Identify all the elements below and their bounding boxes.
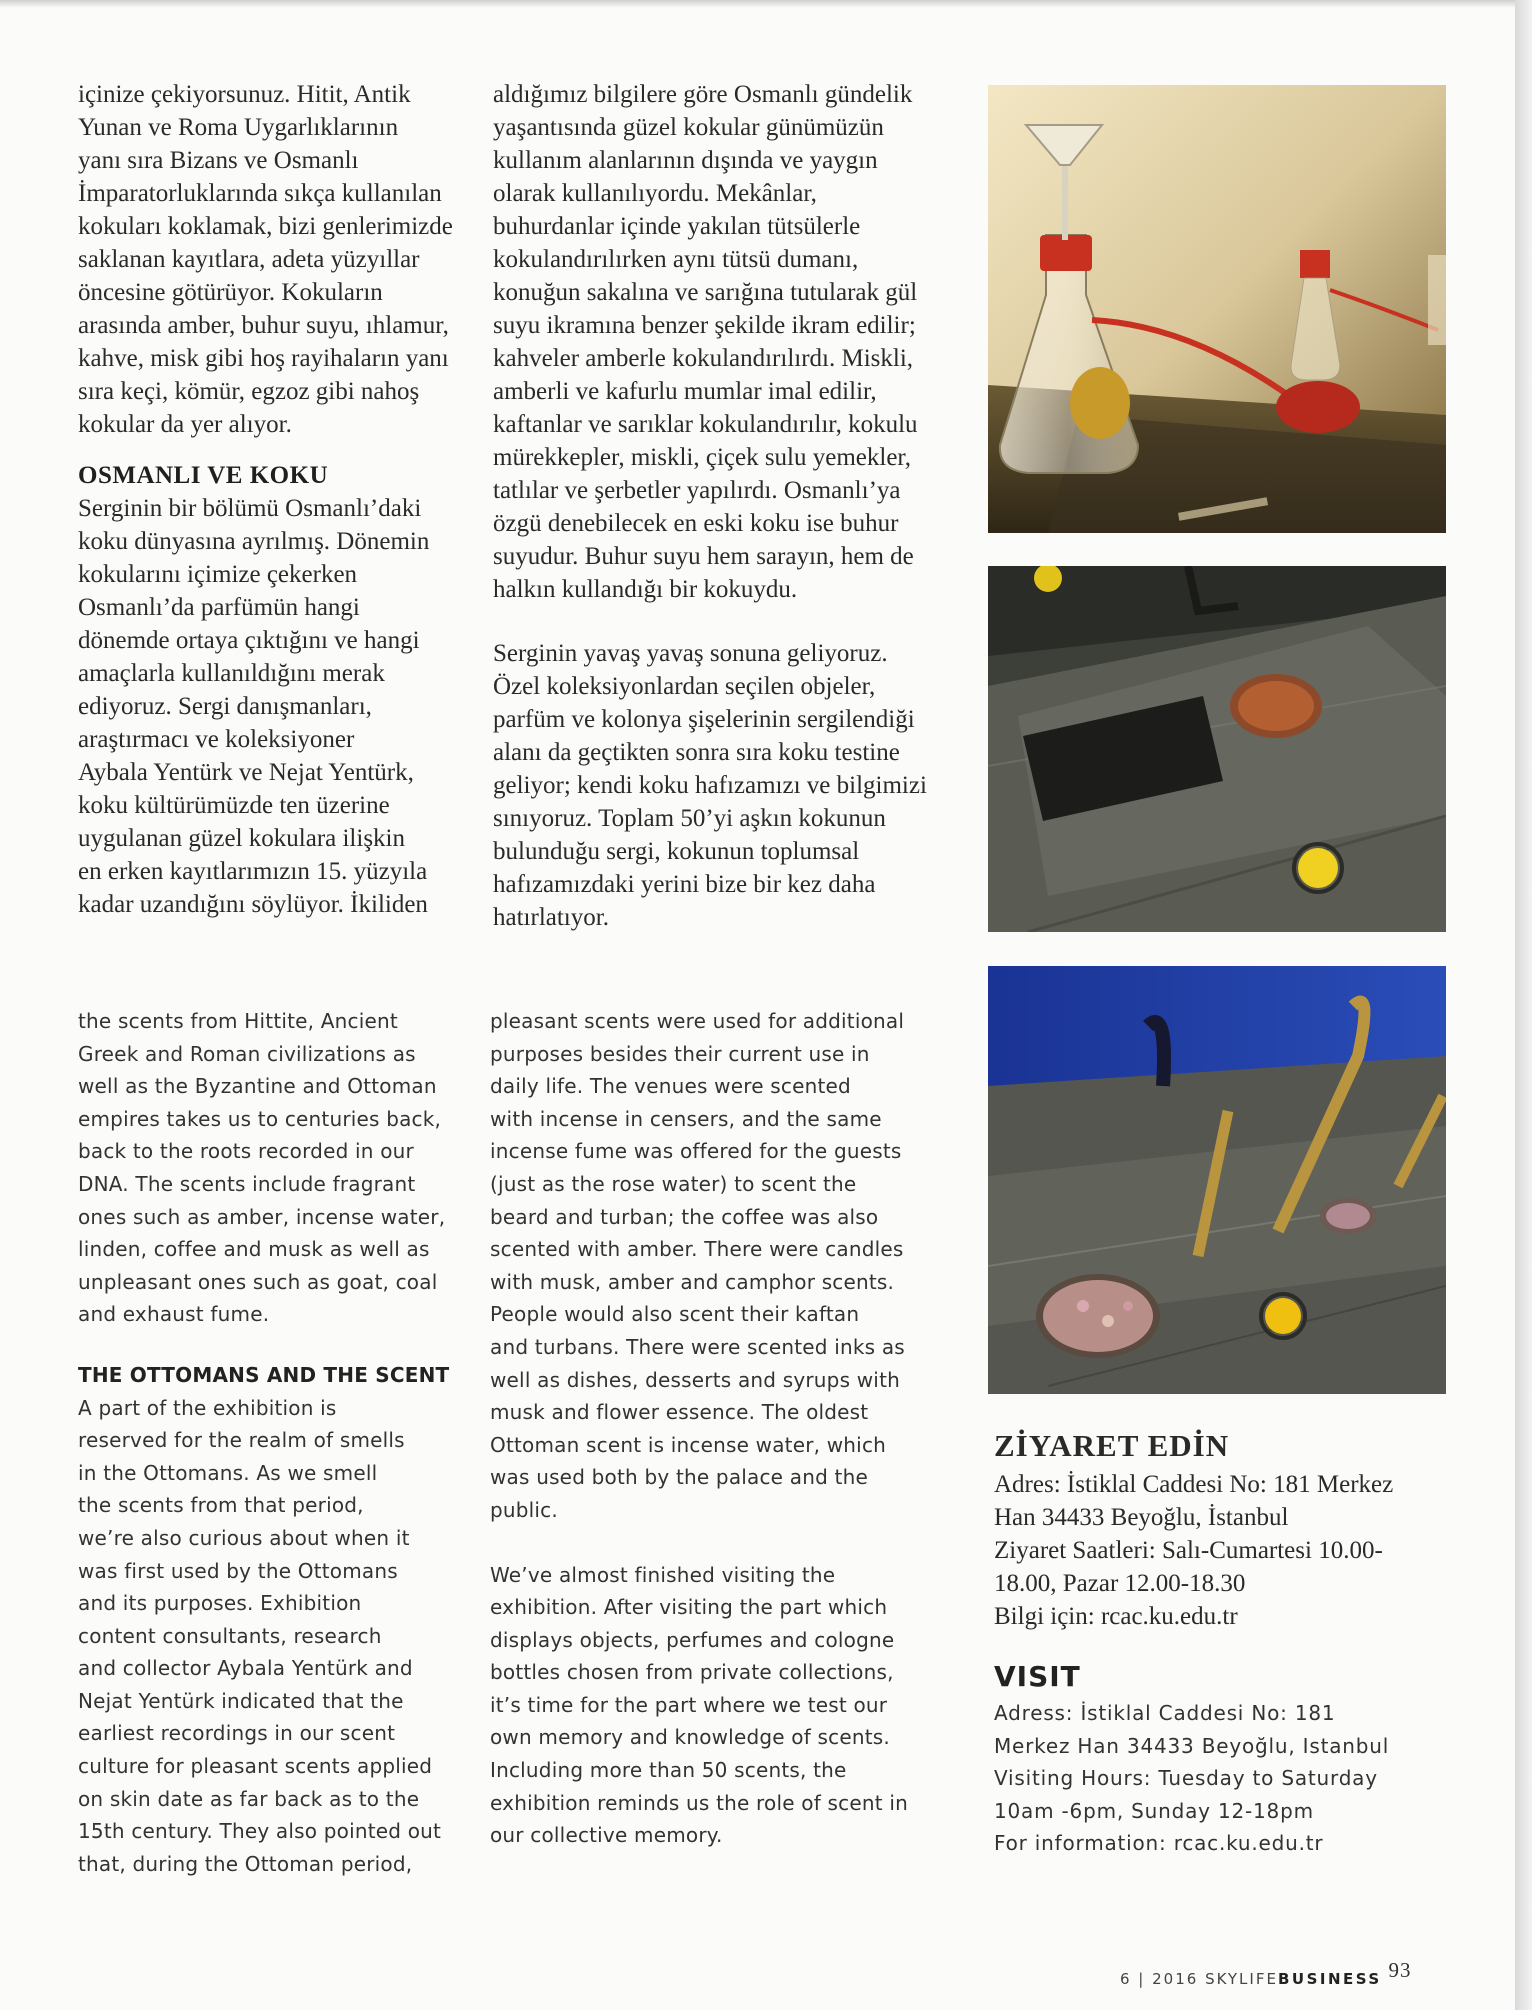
- text-line: bulunduğu sergi, kokunun toplumsal: [493, 838, 860, 865]
- text-line: We’ve almost finished visiting the: [490, 1562, 836, 1587]
- text-line: İmparatorluklarında sıkça kullanılan: [78, 180, 442, 207]
- text-line: exhibition reminds us the role of scent in: [490, 1790, 908, 1815]
- text-line: earliest recordings in our scent: [78, 1721, 396, 1746]
- text-line: Bilgi için: rcac.ku.edu.tr: [994, 1603, 1238, 1630]
- en-paragraph-2: [490, 1005, 960, 1527]
- text-line: pleasant scents were used for additional: [490, 1009, 905, 1033]
- text-line: geliyor; kendi koku hafızamızı ve bilgimizi: [493, 772, 927, 799]
- visit-en-details: [994, 1697, 1484, 1860]
- text-line: was first used by the Ottomans: [78, 1558, 398, 1583]
- en-section-paragraph: [78, 1392, 478, 1881]
- text-line: içinize çekiyorsunuz. Hitit, Antik: [78, 81, 411, 108]
- text-line: Visiting Hours: Tuesday to Saturday: [994, 1766, 1378, 1790]
- text-line: was used both by the palace and the: [490, 1465, 868, 1490]
- text-line: kokuları koklamak, bizi genlerimizde: [78, 213, 453, 240]
- text-line: kokular da yer alıyor.: [78, 411, 292, 438]
- text-line: arasında amber, buhur suyu, ıhlamur,: [78, 312, 449, 339]
- text-line: tatlılar ve şerbetler yapılırdı. Osmanlı’ya: [493, 477, 901, 504]
- text-line: Han 34433 Beyoğlu, İstanbul: [994, 1504, 1289, 1531]
- text-line: Yunan ve Roma Uygarlıklarının: [78, 114, 399, 141]
- text-line: halkın kullandığı bir kokuydu.: [493, 576, 798, 603]
- text-line: saklanan kayıtlara, adeta yüzyıllar: [78, 246, 420, 273]
- text-line: daily life. The venues were scented: [490, 1074, 851, 1099]
- text-line: scented with amber. There were candles: [490, 1237, 904, 1262]
- tr-paragraph-2: [493, 78, 963, 606]
- visit-box-tr: [994, 1428, 1484, 1633]
- text-line: unpleasant ones such as goat, coal: [78, 1269, 438, 1294]
- text-line: kahve, misk gibi hoş rayihaların yanı: [78, 345, 449, 372]
- text-line: kaftanlar ve sarıklar kokulandırılır, kokulu: [493, 411, 918, 438]
- text-line: Adres: İstiklal Caddesi No: 181 Merkez: [994, 1471, 1394, 1498]
- text-line: bottles chosen from private collections,: [490, 1660, 894, 1685]
- text-line: reserved for the realm of smells: [78, 1428, 405, 1453]
- tr-section-paragraph: [78, 492, 478, 921]
- text-line: kullanım alanlarının dışında ve yaygın: [493, 147, 878, 174]
- text-line: with incense in censers, and the same: [490, 1106, 882, 1131]
- page-top-edge: [0, 0, 1515, 8]
- text-line: DNA. The scents include fragrant: [78, 1171, 416, 1196]
- en-column-2: [490, 1005, 960, 1852]
- text-line: alanı da geçtikten sonra sıra koku testine: [493, 739, 900, 766]
- text-line: Merkez Han 34433 Beyoğlu, Istanbul: [994, 1733, 1390, 1758]
- text-line: linden, coffee and musk as well as: [78, 1237, 430, 1262]
- text-line: Özel koleksiyonlardan seçilen objeler,: [493, 673, 876, 700]
- text-line: olarak kullanılıyordu. Mekânlar,: [493, 180, 817, 207]
- text-line: back to the roots recorded in our: [78, 1139, 414, 1164]
- page-footer: [1120, 1958, 1411, 1988]
- text-line: 18.00, Pazar 12.00-18.30: [994, 1570, 1246, 1597]
- text-line: hafızamızdaki yerini bize bir kez daha: [493, 871, 876, 898]
- text-line: Osmanlı’da parfümün hangi: [78, 594, 360, 621]
- text-line: ediyoruz. Sergi danışmanları,: [78, 693, 372, 720]
- visit-tr-details: [994, 1468, 1484, 1633]
- visit-en-title: VISIT: [994, 1660, 1081, 1693]
- text-line: on skin date as far back as to the: [78, 1786, 420, 1811]
- text-line: public.: [490, 1497, 558, 1522]
- text-line: our collective memory.: [490, 1823, 723, 1848]
- text-line: 10am -6pm, Sunday 12-18pm: [994, 1798, 1314, 1823]
- brass-tubes-illustration: [988, 966, 1446, 1394]
- text-line: kahveler amberle kokulandırılırdı. Miskli,: [493, 345, 914, 372]
- text-line: incense fume was offered for the guests: [490, 1139, 902, 1164]
- text-line: aldığımız bilgilere göre Osmanlı gündelik: [493, 81, 913, 108]
- text-line: uygulanan güzel kokulara ilişkin: [78, 825, 406, 852]
- text-line: parfüm ve kolonya şişelerinin sergilendiği: [493, 706, 915, 733]
- flask-photo: [988, 85, 1446, 533]
- text-line: Ziyaret Saatleri: Salı-Cumartesi 10.00-: [994, 1537, 1383, 1564]
- text-line: sınıyoruz. Toplam 50’yi aşkın kokunun: [493, 805, 886, 832]
- text-line: ones such as amber, incense water,: [78, 1204, 446, 1229]
- text-line: exhibition. After visiting the part which: [490, 1595, 888, 1620]
- text-line: Including more than 50 scents, the: [490, 1758, 847, 1783]
- text-line: purposes besides their current use in: [490, 1041, 870, 1066]
- text-line: araştırmacı ve koleksiyoner: [78, 726, 355, 753]
- text-line: empires takes us to centuries back,: [78, 1106, 442, 1131]
- text-line: konuğun sakalına ve sarığına tutularak gül: [493, 279, 918, 306]
- text-line: (just as the rose water) to scent the: [490, 1171, 857, 1196]
- text-line: it’s time for the part where we test our: [490, 1692, 888, 1717]
- text-line: yaşantısında güzel kokular günümüzün: [493, 114, 884, 141]
- text-line: People would also scent their kaftan: [490, 1302, 860, 1327]
- text-line: A part of the exhibition is: [78, 1395, 337, 1420]
- text-line: Adress: İstiklal Caddesi No: 181: [994, 1701, 1336, 1725]
- text-line: For information: rcac.ku.edu.tr: [994, 1831, 1324, 1855]
- text-line: 15th century. They also pointed out: [78, 1819, 442, 1844]
- text-line: koku dünyasına ayrılmış. Dönemin: [78, 528, 430, 555]
- text-line: and turbans. There were scented inks as: [490, 1334, 905, 1359]
- text-line: özgü denebilecek en eski koku ise buhur: [493, 510, 899, 537]
- text-line: suyudur. Buhur suyu hem sarayın, hem de: [493, 543, 914, 570]
- text-line: öncesine götürüyor. Kokuların: [78, 279, 383, 306]
- text-line: Nejat Yentürk indicated that the: [78, 1688, 404, 1713]
- text-line: and exhaust fume.: [78, 1302, 270, 1327]
- text-line: Greek and Roman civilizations as: [78, 1041, 416, 1066]
- en-intro-paragraph: [78, 1005, 478, 1331]
- text-line: own memory and knowledge of scents.: [490, 1725, 890, 1750]
- text-line: dönemde ortaya çıktığını ve hangi: [78, 627, 420, 654]
- text-line: musk and flower essence. The oldest: [490, 1400, 869, 1425]
- text-line: the scents from Hittite, Ancient: [78, 1009, 398, 1033]
- text-line: with musk, amber and camphor scents.: [490, 1269, 895, 1294]
- text-line: the scents from that period,: [78, 1493, 364, 1518]
- text-line: and collector Aybala Yentürk and: [78, 1656, 413, 1681]
- text-line: well as dishes, desserts and syrups with: [490, 1367, 900, 1392]
- text-line: well as the Byzantine and Ottoman: [78, 1074, 437, 1099]
- en-column-1: [78, 1005, 478, 1880]
- text-line: and its purposes. Exhibition: [78, 1591, 362, 1616]
- text-line: Aybala Yentürk ve Nejat Yentürk,: [78, 759, 414, 786]
- text-line: amaçlarla kullanıldığını merak: [78, 660, 385, 687]
- tr-paragraph-3: [493, 637, 963, 934]
- tr-column-1: [78, 78, 478, 921]
- tr-intro-paragraph: [78, 78, 478, 441]
- text-line: content consultants, research: [78, 1623, 382, 1648]
- text-line: kadar uzandığını söylüyor. İkiliden: [78, 891, 428, 918]
- text-line: culture for pleasant scents applied: [78, 1754, 433, 1779]
- text-line: we’re also curious about when it: [78, 1525, 410, 1550]
- page-gutter: [1515, 0, 1532, 2010]
- brass-tubes-photo: [988, 966, 1446, 1394]
- visit-tr-title: ZİYARET EDİN: [994, 1428, 1230, 1463]
- slate-illustration: [988, 566, 1446, 932]
- text-line: that, during the Ottoman period,: [78, 1851, 413, 1876]
- en-section-heading: THE OTTOMANS AND THE SCENT: [78, 1362, 450, 1387]
- tr-section-heading: OSMANLI VE KOKU: [78, 462, 329, 489]
- text-line: hatırlatıyor.: [493, 904, 609, 931]
- text-line: sıra keçi, kömür, egzoz gibi nahoş: [78, 378, 420, 405]
- text-line: in the Ottomans. As we smell: [78, 1460, 378, 1485]
- en-paragraph-3: [490, 1559, 960, 1852]
- text-line: mürekkepler, miskli, çiçek sulu yemekler,: [493, 444, 912, 471]
- page-number: 93: [1388, 1958, 1412, 1982]
- text-line: Serginin yavaş yavaş sonuna geliyoruz.: [493, 640, 888, 667]
- text-line: en erken kayıtlarımızın 15. yüzyıla: [78, 858, 428, 885]
- text-line: beard and turban; the coffee was also: [490, 1204, 879, 1229]
- text-line: kokularını içimize çekerken: [78, 561, 358, 588]
- visit-box-en: [994, 1660, 1484, 1860]
- text-line: yanı sıra Bizans ve Osmanlı: [78, 147, 359, 174]
- issue-date: 6 | 2016 SKYLIFE: [1120, 1970, 1278, 1988]
- text-line: kokulandırılırken aynı tütsü dumanı,: [493, 246, 859, 273]
- text-line: buhurdanlar içinde yakılan tütsülerle: [493, 213, 861, 240]
- text-line: Serginin bir bölümü Osmanlı’daki: [78, 495, 422, 522]
- tr-column-2: [493, 78, 963, 934]
- slate-table-photo: [988, 566, 1446, 932]
- text-line: displays objects, perfumes and cologne: [490, 1627, 895, 1652]
- text-line: Ottoman scent is incense water, which: [490, 1432, 887, 1457]
- magazine-brand: BUSINESS: [1277, 1970, 1382, 1988]
- text-line: koku kültürümüzde ten üzerine: [78, 792, 390, 819]
- flask-illustration: [988, 85, 1446, 533]
- text-line: suyu ikramına benzer şekilde ikram edilir;: [493, 312, 916, 339]
- text-line: amberli ve kafurlu mumlar imal edilir,: [493, 378, 877, 405]
